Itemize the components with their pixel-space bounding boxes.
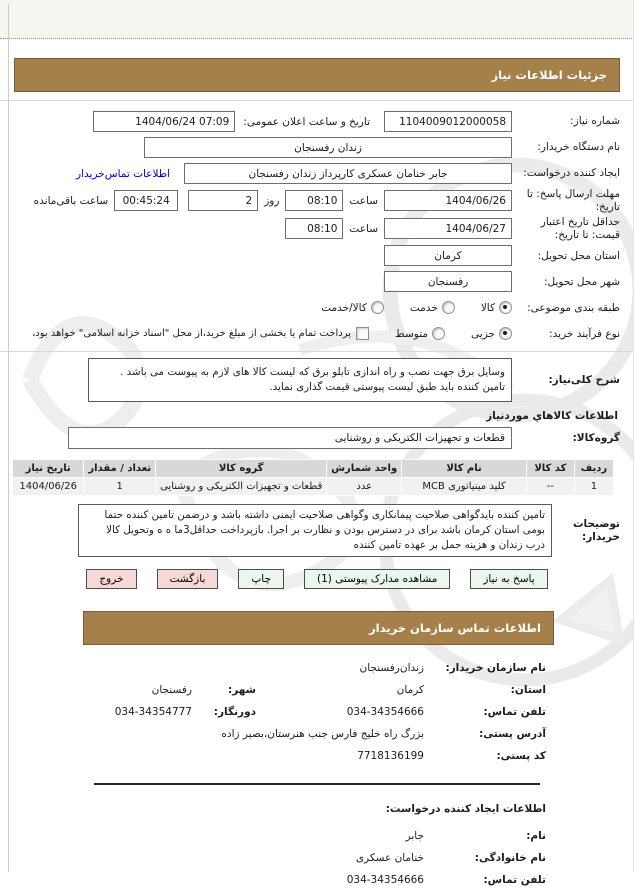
radio-icon[interactable]: [499, 327, 512, 340]
window-left-edge: [8, 4, 9, 872]
goods-group-label: گروه‌کالا:: [572, 431, 620, 444]
reply-deadline-hour-field[interactable]: [285, 190, 343, 211]
section-separator-line: [94, 783, 540, 785]
goods-group-field[interactable]: [68, 427, 512, 449]
classification-option-goods[interactable]: [481, 301, 512, 314]
need-number-label: شماره نیاز:: [570, 115, 620, 128]
postal-address-label: آدرس پستی:: [479, 728, 546, 741]
creator-section-heading: اطلاعات ایجاد کننده درخواست:: [385, 803, 546, 816]
need-description-field[interactable]: [88, 358, 512, 402]
goods-group-value: قطعات و تجهیزات الکتریکی و روشنایی: [334, 431, 505, 444]
cell-row-number: 1: [574, 478, 613, 496]
postal-code-value: 7718136199: [357, 750, 424, 763]
goods-section-heading: اطلاعات کالاهاي موردنیاز: [486, 410, 618, 423]
delivery-province-row: [10, 244, 620, 267]
goods-table: [12, 459, 614, 496]
radio-icon[interactable]: [432, 327, 445, 340]
creator-phone-value: 034-34354666: [346, 874, 424, 887]
creator-phone-label: تلفن تماس:: [483, 874, 546, 887]
delivery-province-value: کرمان: [434, 249, 462, 262]
reply-deadline-label: مهلت ارسال پاسخ: تا تاریخ:: [526, 188, 620, 213]
reply-deadline-days: 2: [245, 194, 253, 207]
radio-icon[interactable]: [499, 301, 512, 314]
exit-button[interactable]: خروج: [86, 569, 136, 589]
buyer-contact-link[interactable]: اطلاعات تماس‌خریدار: [76, 167, 170, 180]
remaining-time-field: [114, 190, 178, 211]
details-title-bar: جزئیات اطلاعات نیاز: [14, 58, 620, 92]
remaining-time-label: ساعت باقی‌مانده: [33, 194, 109, 207]
classification-option-goods-service[interactable]: [321, 301, 384, 314]
need-description-value: وسایل برق جهت نصب و راه اندازی تابلو برق که لیست کالا های لازم به پیوست می باشد . تامین کننده باید طبق لیست پیوستی قیمت گذاری نماید.: [120, 366, 505, 394]
org-name-value: زندان‌رفسنجان: [359, 662, 424, 675]
contact-fax-label: دورنگار:: [213, 706, 256, 719]
cell-unit: عدد: [327, 478, 402, 496]
delivery-province-label: استان محل تحویل:: [537, 249, 620, 262]
creator-first-name-value: جابر: [405, 830, 424, 843]
creator-last-name-label: نام خانوادگی:: [474, 852, 546, 865]
top-margin-strip: [0, 0, 634, 39]
announce-datetime-value: 1404/06/24 07:09: [135, 115, 230, 128]
postal-code-row: [80, 745, 546, 767]
respond-to-need-button[interactable]: پاسخ به نیاز: [470, 569, 547, 589]
remaining-time-value: 00:45:24: [122, 194, 170, 207]
need-details-form: [0, 100, 634, 589]
cell-quantity: 1: [84, 478, 156, 496]
reply-deadline-hour: 08:10: [307, 194, 338, 207]
need-number-value: 1104009012000058: [399, 115, 506, 128]
need-description-label: شرح کلی‌نیاز:: [548, 374, 620, 387]
request-creator-row: [10, 162, 620, 185]
contact-city-value: رفسنجان: [151, 684, 192, 697]
col-need-date: تاریخ نیاز: [13, 460, 84, 478]
contact-province-label: استان:: [510, 684, 546, 697]
buyer-contact-title-bar: اطلاعات تماس سازمان خریدار: [83, 611, 554, 645]
deadline-day-label: روز: [264, 194, 280, 207]
buyer-contact-section: [0, 657, 634, 767]
classification-label: طبقه بندی موضوعی:: [527, 301, 620, 314]
reply-deadline-days-field[interactable]: [188, 190, 258, 211]
cell-need-date: 1404/06/26: [13, 478, 84, 496]
cell-goods-name: کلید مینیاتوری MCB: [402, 478, 527, 496]
option-label: کالا: [480, 301, 495, 314]
radio-icon[interactable]: [442, 301, 455, 314]
buyer-notes-label: توضیحات خریدار:: [572, 518, 620, 543]
option-label: متوسط: [395, 327, 429, 340]
reply-deadline-date-field[interactable]: [384, 190, 512, 211]
delivery-city-label: شهر محل تحویل:: [544, 275, 620, 288]
delivery-province-field[interactable]: [384, 245, 512, 266]
process-type-label: نوع فرآیند خرید:: [549, 327, 620, 340]
radio-icon[interactable]: [371, 301, 384, 314]
goods-group-row: [10, 426, 620, 449]
deadline-hour-label: ساعت: [349, 194, 378, 207]
delivery-city-row: [10, 270, 620, 293]
creator-last-name-row: [80, 847, 546, 869]
process-option-minor[interactable]: [471, 327, 512, 340]
contact-fax-value: 034-34354777: [114, 706, 192, 719]
reply-deadline-date: 1404/06/26: [445, 194, 506, 207]
postal-code-label: کد پستی:: [496, 750, 546, 763]
delivery-city-field[interactable]: [384, 271, 512, 292]
creator-first-name-row: [80, 825, 546, 847]
process-option-medium[interactable]: [395, 327, 445, 340]
buyer-notes-value: تامین کننده بایدگواهی صلاحیت پیمانکاری وگواهی صلاحیت ایمنی داشته باشد و درضمن تامین کننده حتما بومی استان کرمان باشد برای در دسترس بودن و نظارت بر اجرا. بازپرداخت حداقل3ما ه ه وتحویل کالا درب زندان و هزینه حمل بر عهده تامین کننده: [104, 509, 545, 552]
col-quantity: تعداد / مقدار: [84, 460, 156, 478]
cell-goods-code: --: [526, 478, 574, 496]
goods-table-row[interactable]: [13, 478, 614, 496]
buyer-notes-field[interactable]: [78, 504, 552, 557]
org-name-label: نام سازمان خریدار:: [445, 662, 546, 675]
postal-address-value: بزرگ راه خلیج فارس جنب هنرستان،بصیر زاده: [221, 728, 424, 741]
delivery-city-value: رفسنجان: [427, 275, 469, 288]
cell-goods-group: قطعات و تجهیزات الکتریکی و روشنایی: [156, 478, 327, 496]
announce-datetime-label: تاریخ و ساعت اعلان عمومی:: [243, 115, 370, 128]
price-validity-hour: 08:10: [307, 222, 338, 235]
price-validity-label: حداقل تاریخ اعتبار قیمت: تا تاریخ:: [540, 216, 620, 241]
print-button[interactable]: چاپ: [238, 569, 284, 589]
request-creator-label: ایجاد کننده درخواست:: [523, 167, 620, 180]
request-creator-value: جابر خنامان عسکری کارپرداز زندان رفسنجان: [248, 167, 448, 180]
price-validity-date: 1404/06/27: [445, 222, 506, 235]
treasury-checkbox-label: پرداخت تمام یا بخشی از مبلغ خرید،از محل "اسناد خزانه اسلامی" خواهد بود،: [32, 328, 352, 340]
checkbox-icon[interactable]: [356, 327, 369, 340]
contact-city-label: شهر:: [228, 684, 256, 697]
option-label: خدمت: [409, 301, 438, 314]
org-name-row: [80, 657, 546, 679]
col-row-number: ردیف: [574, 460, 613, 478]
price-validity-hour-field[interactable]: [285, 218, 343, 239]
address-row: [80, 723, 546, 745]
contact-phone-value: 034-34354666: [346, 706, 424, 719]
need-number-row: [10, 110, 620, 133]
section-divider: [0, 351, 634, 352]
request-creator-field[interactable]: [184, 163, 512, 184]
validity-hour-label: ساعت: [349, 222, 378, 235]
goods-table-header-row: [13, 460, 614, 478]
announce-datetime-field[interactable]: [93, 111, 235, 132]
contact-phone-label: تلفن تماس:: [483, 706, 546, 719]
creator-last-name-value: خنامان عسکری: [355, 852, 424, 865]
creator-phone-row: [80, 869, 546, 891]
view-attachments-button[interactable]: مشاهده مدارک پیوستی (1): [304, 569, 450, 589]
buyer-org-label: نام دستگاه خریدار:: [537, 141, 620, 154]
contact-province-value: کرمان: [396, 684, 424, 697]
back-button[interactable]: بازگشت: [157, 569, 219, 589]
buyer-notes-row: [10, 504, 620, 557]
request-creator-section: [0, 797, 634, 891]
need-description-row: [10, 358, 620, 402]
process-type-row: [10, 322, 620, 345]
buyer-org-row: [10, 136, 620, 159]
col-unit: واحد شمارش: [327, 460, 402, 478]
creator-first-name-label: نام:: [526, 830, 546, 843]
action-buttons-row: [0, 569, 634, 589]
col-goods-name: نام کالا: [402, 460, 527, 478]
price-validity-date-field[interactable]: [384, 218, 512, 239]
col-goods-group: گروه کالا: [156, 460, 327, 478]
need-number-field[interactable]: [384, 111, 512, 132]
buyer-org-value: زندان رفسنجان: [294, 141, 362, 154]
price-validity-row: [10, 216, 620, 241]
treasury-checkbox-option[interactable]: [32, 327, 369, 340]
province-city-row: [80, 679, 546, 701]
phone-fax-row: [80, 701, 546, 723]
reply-deadline-row: [10, 188, 620, 213]
col-goods-code: کد کالا: [526, 460, 574, 478]
option-label: کالا/خدمت: [321, 301, 367, 314]
buyer-org-field[interactable]: [144, 137, 512, 158]
classification-option-service[interactable]: [410, 301, 455, 314]
option-label: جزیی: [471, 327, 495, 340]
classification-row: [10, 296, 620, 319]
